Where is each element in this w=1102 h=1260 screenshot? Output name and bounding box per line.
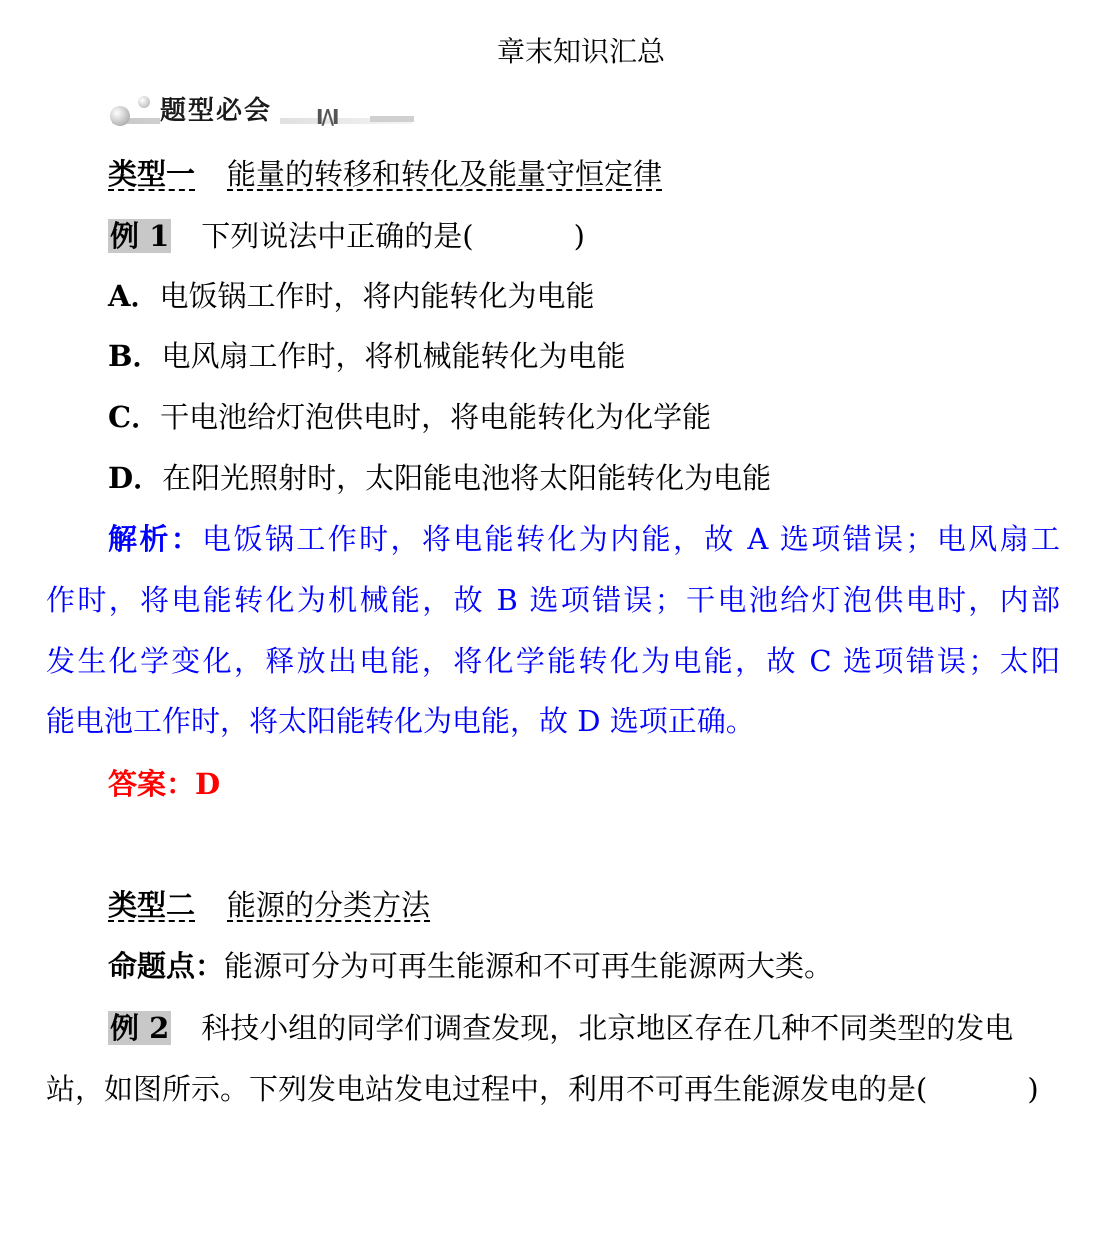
example1-close-paren: ) — [573, 219, 585, 253]
banner-tail — [370, 116, 414, 122]
option-d — [108, 458, 771, 498]
type1-prefix: 类型一 — [108, 157, 196, 191]
analysis-line-4: 能电池工作时，将太阳能转化为电能，故 D 选项正确。 — [46, 704, 755, 738]
type1-title: 能量的转移和转化及能量守恒定律 — [227, 157, 663, 191]
option-d-text: 在阳光照射时，太阳能电池将太阳能转化为电能 — [162, 461, 772, 495]
proposition-line — [108, 946, 833, 986]
option-c-letter: C． — [108, 400, 161, 434]
example2-text-2: 站，如图所示。下列发电站发电过程中，利用不可再生能源发电的是( — [46, 1072, 928, 1106]
analysis-line-1 — [108, 519, 1060, 559]
option-c-text: 干电池给灯泡供电时，将电能转化为化学能 — [160, 400, 712, 434]
page-title: 章末知识汇总 — [496, 35, 665, 68]
banner-marks: I/\I — [316, 105, 338, 129]
proposition-text: 能源可分为可再生能源和不可再生能源两大类。 — [224, 949, 834, 983]
banner-bubble-small-icon — [138, 96, 150, 108]
banner-label: 题型必会 — [160, 94, 280, 128]
type2-title: 能源的分类方法 — [227, 888, 431, 922]
example2-tag: 例 2 — [110, 1011, 170, 1045]
type2-heading — [108, 885, 430, 925]
answer-label: 答案： — [108, 767, 196, 801]
example2-line-1 — [108, 1008, 1013, 1048]
answer-value: D — [195, 767, 221, 801]
option-b-text: 电风扇工作时，将机械能转化为电能 — [161, 339, 626, 373]
answer-line — [108, 764, 220, 804]
option-a-text: 电饭锅工作时，将内能转化为电能 — [159, 279, 595, 313]
type2-prefix: 类型二 — [108, 888, 196, 922]
analysis-label: 解析： — [108, 522, 203, 556]
option-b-letter: B． — [108, 339, 162, 373]
example2-close-paren: ) — [1027, 1072, 1039, 1106]
option-b — [108, 336, 626, 376]
example1-tag: 例 1 — [110, 219, 170, 253]
example2-line-2 — [46, 1069, 1060, 1109]
section-banner — [108, 92, 418, 134]
banner-bubble-icon — [110, 106, 130, 126]
analysis-line-3: 发生化学变化，释放出电能，将化学能转化为电能，故 C 选项错误；太阳 — [46, 644, 1060, 678]
example2-text-1: 科技小组的同学们调查发现，北京地区存在几种不同类型的发电 — [201, 1011, 1014, 1045]
option-a — [108, 276, 595, 316]
analysis-text-1: 电饭锅工作时，将电能转化为内能，故 A 选项错误；电风扇工 — [202, 522, 1060, 556]
type1-heading — [108, 154, 662, 194]
analysis-line-2: 作时，将电能转化为机械能，故 B 选项错误；干电池给灯泡供电时，内部 — [46, 583, 1060, 617]
proposition-label: 命题点： — [108, 949, 225, 983]
example1-question — [108, 216, 585, 256]
option-d-letter: D． — [108, 461, 163, 495]
example1-question-text: 下列说法中正确的是( — [201, 219, 474, 253]
option-c — [108, 397, 711, 437]
option-a-letter: A． — [108, 279, 160, 313]
